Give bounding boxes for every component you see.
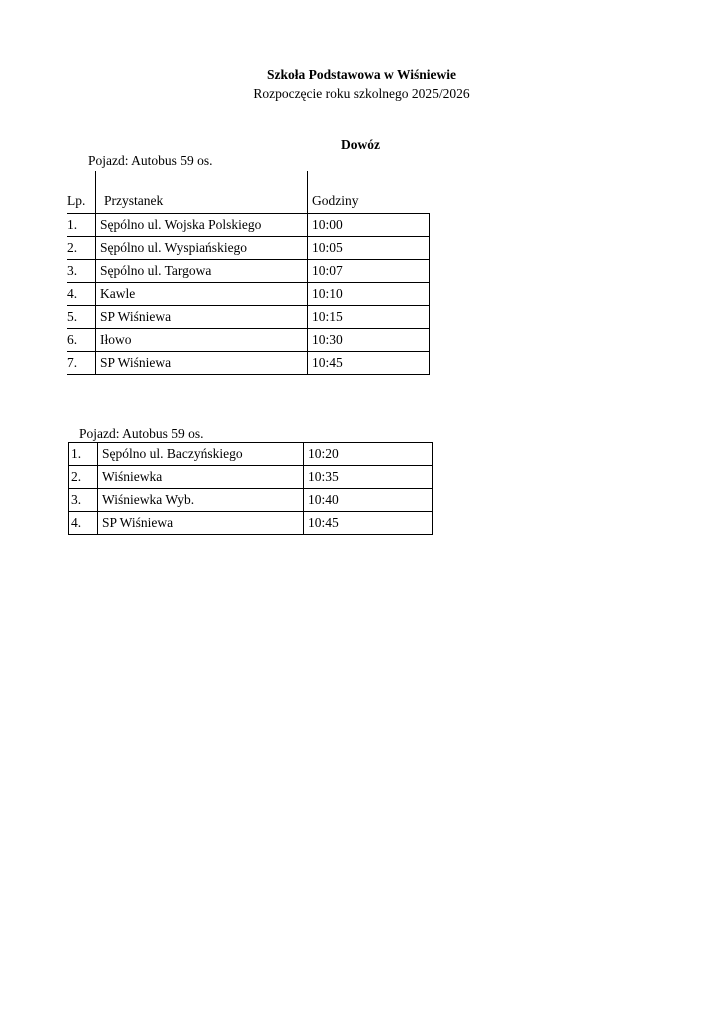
cell-stop: Wiśniewka Wyb. (98, 489, 304, 512)
route1-vehicle-label: Pojazd: Autobus 59 os. (88, 153, 213, 168)
table-row (69, 466, 433, 489)
cell-stop: Wiśniewka (98, 466, 304, 489)
cell-time: 10:45 (304, 512, 433, 535)
route2-vehicle-label: Pojazd: Autobus 59 os. (79, 426, 204, 441)
cell-lp: 4. (67, 283, 96, 306)
table-header-row (67, 171, 430, 214)
cell-lp: 4. (69, 512, 98, 535)
cell-lp: 1. (67, 214, 96, 237)
table-row (69, 512, 433, 535)
cell-lp: 2. (67, 237, 96, 260)
table-row (67, 283, 430, 306)
cell-time: 10:07 (308, 260, 430, 283)
cell-time: 10:45 (308, 352, 430, 375)
column-header-lp: Lp. (67, 171, 96, 214)
document-subtitle: Rozpoczęcie roku szkolnego 2025/2026 (253, 86, 470, 101)
cell-stop: SP Wiśniewa (98, 512, 304, 535)
table-row (67, 352, 430, 375)
cell-stop: Sępólno ul. Wyspiańskiego (96, 237, 308, 260)
cell-stop: Sępólno ul. Wojska Polskiego (96, 214, 308, 237)
cell-lp: 5. (67, 306, 96, 329)
route1-schedule-table (67, 171, 430, 375)
column-header-time: Godziny (308, 171, 430, 214)
cell-stop: Sępólno ul. Targowa (96, 260, 308, 283)
cell-lp: 1. (69, 443, 98, 466)
cell-time: 10:40 (304, 489, 433, 512)
table-row (67, 260, 430, 283)
table-row (67, 329, 430, 352)
cell-lp: 2. (69, 466, 98, 489)
cell-stop: SP Wiśniewa (96, 352, 308, 375)
cell-time: 10:05 (308, 237, 430, 260)
cell-time: 10:20 (304, 443, 433, 466)
cell-lp: 3. (69, 489, 98, 512)
cell-stop: SP Wiśniewa (96, 306, 308, 329)
table-row (69, 443, 433, 466)
column-header-stop: Przystanek (96, 171, 308, 214)
cell-time: 10:30 (308, 329, 430, 352)
table-row (67, 214, 430, 237)
route2-schedule-table (68, 442, 433, 535)
table-row (69, 489, 433, 512)
section-heading: Dowóz (341, 137, 380, 152)
cell-time: 10:10 (308, 283, 430, 306)
document-title: Szkoła Podstawowa w Wiśniewie (267, 67, 456, 82)
cell-stop: Sępólno ul. Baczyńskiego (98, 443, 304, 466)
cell-time: 10:00 (308, 214, 430, 237)
cell-time: 10:15 (308, 306, 430, 329)
table-row (67, 237, 430, 260)
cell-lp: 3. (67, 260, 96, 283)
cell-time: 10:35 (304, 466, 433, 489)
cell-stop: Iłowo (96, 329, 308, 352)
cell-lp: 6. (67, 329, 96, 352)
cell-lp: 7. (67, 352, 96, 375)
cell-stop: Kawle (96, 283, 308, 306)
table-row (67, 306, 430, 329)
